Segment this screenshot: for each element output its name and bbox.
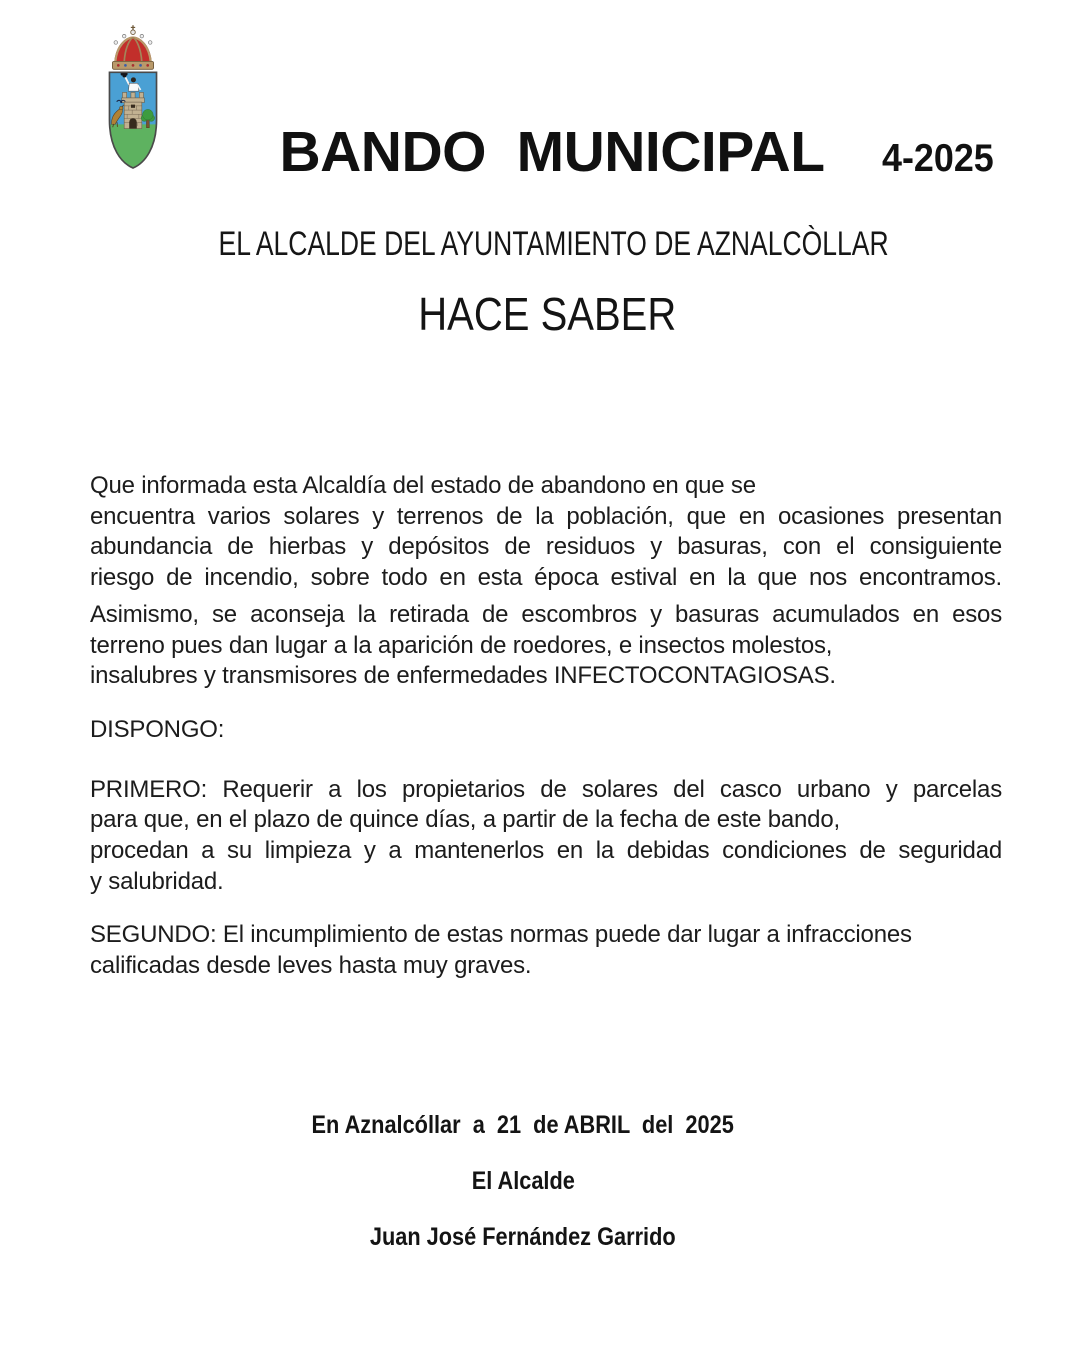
body-line: Que informada esta Alcaldía del estado de abandono en que se <box>90 472 756 499</box>
signer-title-row <box>0 1166 1046 1196</box>
body-line: Asimismo, se aconseja la retirada de escombros y basuras acumulados en esos <box>90 600 1002 628</box>
proclaim-row <box>0 288 1080 340</box>
body-line: y salubridad. <box>90 867 224 895</box>
body-paragraph-intro <box>90 471 1002 594</box>
crown <box>112 25 153 69</box>
signer-title: El Alcalde <box>471 1167 575 1195</box>
body-line: DISPONGO: <box>90 715 225 743</box>
body-line: calificadas desde leves hasta muy graves. <box>90 952 532 980</box>
body-line: riesgo de incendio, sobre todo en esta época estival en la que nos encontramos. <box>90 564 1002 592</box>
subtitle-row <box>0 224 1080 264</box>
signer-name-row <box>0 1222 1046 1252</box>
body-paragraph-primero <box>90 775 1002 898</box>
body-line: SEGUNDO: El incumplimiento de estas normas puede dar lugar a infracciones <box>90 921 912 949</box>
dateline-row <box>0 1110 1046 1140</box>
body-paragraph-asimismo <box>90 600 1002 692</box>
issuer-line: EL ALCALDE DEL AYUNTAMIENTO DE AZNALCÒLLAR <box>218 225 890 263</box>
body-line: procedan a su limpieza y a mantenerlos en la debidas condiciones de seguridad <box>90 837 1002 865</box>
bando-number: 4-2025 <box>882 137 994 180</box>
body-line: encuentra varios solares y terrenos de la población, que en ocasiones presentan <box>90 502 1002 530</box>
body-paragraph-segundo <box>90 920 1002 981</box>
body-line: para que, en el plazo de quince días, a partir de la fecha de este bando, <box>90 806 840 834</box>
hace-saber-heading: HACE SABER <box>418 288 676 340</box>
body-line: terreno pues dan lugar a la aparición de roedores, e insectos molestos, <box>90 631 833 659</box>
document-body <box>90 471 1002 982</box>
dateline: En Aznalcóllar a 21 de ABRIL del 2025 <box>311 1111 735 1139</box>
signer-name: Juan José Fernández Garrido <box>370 1223 676 1251</box>
signature-block <box>0 1110 1046 1278</box>
body-line: PRIMERO: Requerir a los propietarios de solares del casco urbano y parcelas <box>90 775 1002 803</box>
body-paragraph-dispongo <box>90 715 1002 746</box>
page-title: BANDO MUNICIPAL <box>279 120 825 184</box>
body-line: insalubres y transmisores de enfermedades INFECTOCONTAGIOSAS. <box>90 662 836 690</box>
body-line: abundancia de hierbas y depósitos de residuos y basuras, con el consiguiente <box>90 533 1002 561</box>
